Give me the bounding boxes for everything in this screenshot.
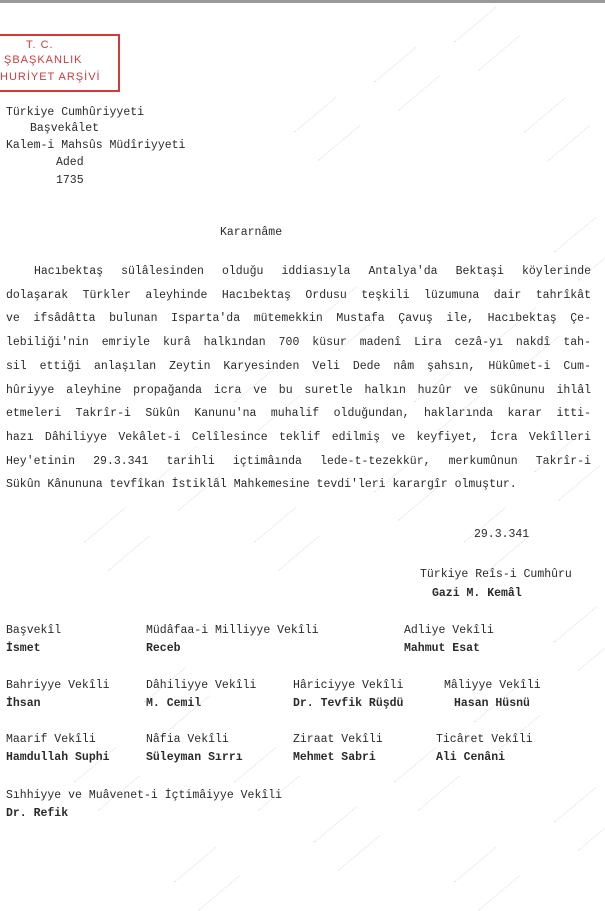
body-line: Hey'etinin 29.3.341 tarihli içtimâında lede-t-tezekkür, merkumûnun Takrîr-i <box>6 454 591 468</box>
signature-title: Maarif Vekîli <box>6 733 96 746</box>
decree-date: 29.3.341 <box>474 528 530 541</box>
president-title: Türkiye Reîs-i Cumhûru <box>420 568 572 581</box>
header-line-4: Aded <box>56 156 84 169</box>
watermark-mark <box>144 667 210 731</box>
signature-title: Nâfia Vekîli <box>146 733 229 746</box>
signature-name: Hasan Hüsnü <box>454 697 530 710</box>
watermark-mark <box>314 807 380 871</box>
signature-title: Başvekîl <box>6 624 62 637</box>
signature-name: Dr. Tevfik Rüşdü <box>293 697 404 710</box>
body-line: ve ifsâdâtta bulunan Isparta'da mütemekkin Mustafa Çavuş ile, Hacıbektaş Çe- <box>6 312 591 326</box>
signature-name: Süleyman Sırrı <box>146 751 243 764</box>
signature-title: Dâhiliyye Vekîli <box>146 679 257 692</box>
signature-title: Adliye Vekîli <box>404 624 494 637</box>
body-line: dolaşarak Türkler aleyhinde Hacıbektaş Ordusu teşkili lüzumuna dair tahrîkât <box>6 288 591 302</box>
body-line: hûriyye aleyhine propağanda icra ve bu suretle halkın huzûr ve sükûnunu ihlâl <box>6 383 591 397</box>
signature-title: Ziraat Vekîli <box>293 733 383 746</box>
signature-title: Mâliyye Vekîli <box>444 679 541 692</box>
signature-title: Ticâret Vekîli <box>436 733 533 746</box>
page-top-border <box>0 0 605 3</box>
watermark-mark <box>464 507 530 571</box>
watermark-mark <box>84 507 150 571</box>
signature-name: Mahmut Esat <box>404 642 480 655</box>
signature-name: Ali Cenâni <box>436 751 506 764</box>
decree-body <box>6 260 591 497</box>
header-line-5: 1735 <box>56 174 84 187</box>
president-name: Gazi M. Kemâl <box>432 587 522 600</box>
watermark-mark <box>174 847 240 911</box>
header-line-2: Başvekâlet <box>30 122 100 135</box>
header-line-3: Kalem-i Mahsûs Müdîriyyeti <box>6 139 186 152</box>
signature-name: İhsan <box>6 697 41 710</box>
signature-title: Bahriyye Vekîli <box>6 679 110 692</box>
body-line: Sükûn Kânununa tevfîkan İstiklâl Mahkemesine tevdi'leri karargîr olmuştur. <box>6 478 517 492</box>
watermark-mark <box>524 97 590 161</box>
body-line: Hacıbektaş sülâlesinden olduğu iddiasıyla Antalya'da Bektaşi köylerinde <box>34 265 591 278</box>
signature-name: İsmet <box>6 642 41 655</box>
stamp-line-2: ŞBAŞKANLIK <box>4 54 83 66</box>
signature-title: Hâriciyye Vekîli <box>293 679 404 692</box>
body-line: sil ettiği anlaşılan Zeytin Karyesinden Veli Dede nâm şahsın, Hükûmet-i Cum- <box>6 359 591 373</box>
body-line: etmeleri Takrîr-i Sükûn Kanunu'na muhalif olduğundan, haklarında karar itti- <box>6 407 591 421</box>
signature-name: Mehmet Sabri <box>293 751 376 764</box>
header-line-1: Türkiye Cumhûriyyeti <box>6 106 145 119</box>
archive-stamp <box>0 34 120 92</box>
watermark-mark <box>254 507 320 571</box>
watermark-mark <box>554 607 605 671</box>
watermark-mark <box>454 847 520 911</box>
body-line: lebiliği'nin emriyle kurâ halkından 700 küsur madenî Lira cezâ-yı nakdî tah- <box>6 336 591 350</box>
document-title: Kararnâme <box>220 226 283 239</box>
stamp-line-3: HURİYET ARŞİVİ <box>0 71 101 83</box>
watermark-mark <box>294 97 360 161</box>
signature-name: Receb <box>146 642 181 655</box>
signature-title: Müdâfaa-i Milliyye Vekîli <box>146 624 319 637</box>
signature-name: Dr. Refik <box>6 807 69 820</box>
body-line: hazı Dâhiliyye Vekâlet-i Celîlesince teklif edilmiş ve keyfiyet, İcra Vekîlleri <box>6 430 591 444</box>
signature-title: Sıhhiyye ve Muâvenet-i İçtimâiyye Vekîli <box>6 789 283 802</box>
watermark-mark <box>374 47 440 111</box>
signature-name: Hamdullah Suphi <box>6 751 110 764</box>
signature-name: M. Cemil <box>146 697 202 710</box>
watermark-mark <box>454 7 520 71</box>
watermark-mark <box>554 787 605 851</box>
stamp-line-1: T. C. <box>26 39 54 51</box>
